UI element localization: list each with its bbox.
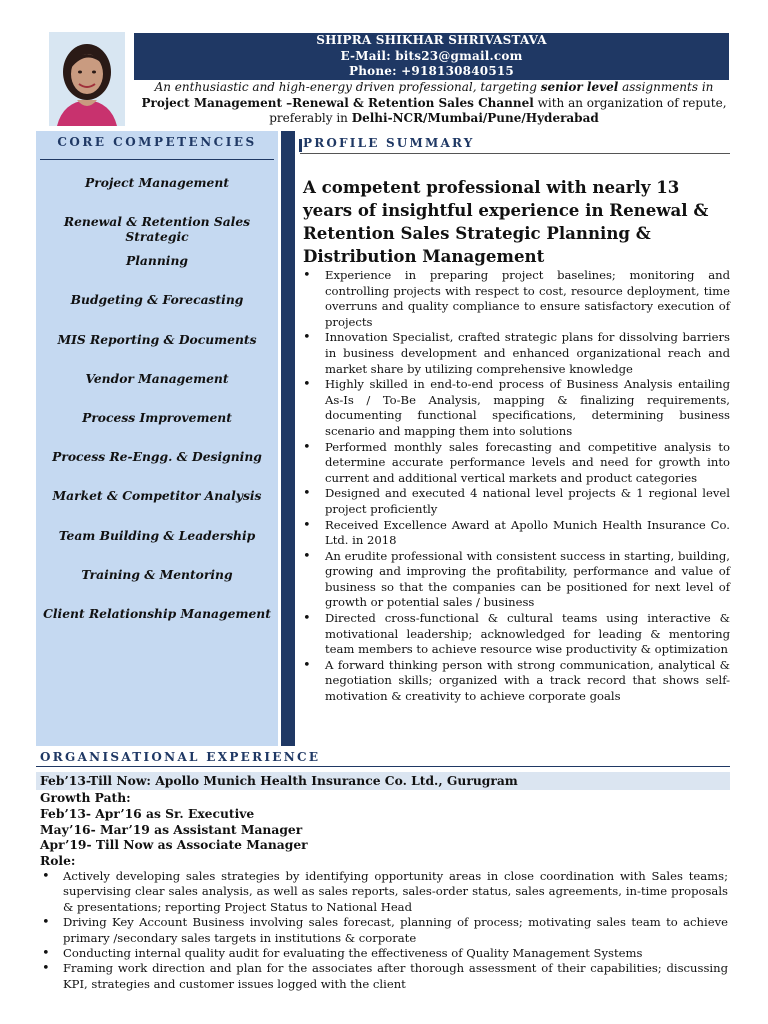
intro-part-6: Delhi-NCR/Mumbai/Pune/Hyderabad: [351, 111, 599, 125]
organisational-experience-title: ORGANISATIONAL EXPERIENCE: [40, 750, 321, 764]
profile-summary-title: PROFILE SUMMARY: [303, 136, 475, 150]
profile-bullet: • Performed monthly sales forecasting and competitive analysis to determine accurate performance levels and need for growth into current and additional vertical markets and product categories: [300, 440, 730, 487]
competency-item: Process Improvement: [82, 410, 232, 425]
role-label: Role:: [40, 853, 76, 869]
competency-item: Project Management: [84, 175, 229, 190]
section-marker: [299, 139, 302, 152]
profile-photo: [49, 32, 125, 126]
email-text: E-Mail: bits23@gmail.com: [340, 48, 523, 63]
competency-item: Market & Competitor Analysis: [52, 488, 262, 503]
role-bullet: • Driving Key Account Business involving sales forecast, planning of process; motivating sales team to achieve primary /secondary sales targets in institutions & corporate: [36, 915, 728, 946]
intro-part-2: senior level: [540, 80, 619, 94]
avatar-icon: [49, 32, 125, 126]
divider: [36, 766, 730, 767]
intro-part-4: Project Management –Renewal & Retention Sales Channel: [141, 95, 534, 110]
objective-statement: [134, 80, 734, 127]
divider: [300, 153, 730, 154]
competency-item: Team Building & Leadership: [58, 528, 256, 543]
profile-headline: A competent professional with nearly 13 years of insightful experience in Renewal & Retention Sales Strategic Planning & Distribution Management: [303, 177, 709, 266]
profile-bullet: • A forward thinking person with strong communication, analytical & negotiation skills; organized with a track record that shows self-motivation & creativity to achieve corporate goals: [300, 658, 730, 705]
phone-text: Phone: +918130840515: [349, 64, 514, 78]
competency-item: Renewal & Retention Sales Strategic: [63, 214, 251, 244]
role-bullet: • Actively developing sales strategies by identifying opportunity areas in close coordination with Sales teams; supervising clear sales analysis, as well as sales reports, sales-order status, sales agreements, in-time proposals & presentations; reporting Project Status to National Head: [36, 869, 728, 915]
contact-header: [134, 33, 729, 80]
vertical-divider-bar: [281, 131, 295, 746]
competency-item: Client Relationship Management: [43, 606, 271, 621]
competency-item: Vendor Management: [85, 371, 229, 386]
role-bullet: • Conducting internal quality audit for evaluating the effectiveness of Quality Management Systems: [36, 946, 728, 961]
competency-item: Process Re-Engg. & Designing: [52, 449, 262, 464]
profile-bullet: • Designed and executed 4 national level projects & 1 regional level project proficiently: [300, 486, 730, 517]
core-competencies-panel: [36, 131, 278, 746]
growth-step: Apr’19- Till Now as Associate Manager: [40, 837, 308, 853]
profile-bullet: • Innovation Specialist, crafted strategic plans for dissolving barriers in business development and enhanced organizational reach and market share by utilizing comprehensive knowledge: [300, 330, 730, 377]
profile-bullet: • Experience in preparing project baselines; monitoring and controlling projects with respect to cost, resource deployment, time overruns and quality compliance to ensure satisfactory execution of projects: [300, 268, 730, 330]
competency-item: Planning: [126, 253, 188, 268]
profile-bullet: • Highly skilled in end-to-end process of Business Analysis entailing As-Is / To-Be Analysis, mapping & finalizing requirements, documenting functional specifications, determining business scenario and mapping them into solutions: [300, 377, 730, 439]
core-competencies-title: CORE COMPETENCIES: [57, 135, 257, 149]
role-bullet: • Framing work direction and plan for the associates after thorough assessment of their capabilities; discussing KPI, strategies and customer issues logged with the client: [36, 961, 728, 992]
growth-path: [40, 790, 308, 869]
intro-part-5: with an organization of repute, preferably in: [269, 95, 727, 125]
role-bullet-list: [36, 869, 728, 992]
company-line: Feb’13-Till Now: Apollo Munich Health Insurance Co. Ltd., Gurugram: [40, 773, 518, 788]
growth-path-label: Growth Path:: [40, 790, 131, 805]
competency-item: Budgeting & Forecasting: [70, 292, 244, 307]
intro-part-3: assignments in: [618, 80, 714, 94]
profile-bullet: • Directed cross-functional & cultural teams using interactive & motivational leadership; acknowledged for leading & mentoring team members to achieve resource wise productivity & optimization: [300, 611, 730, 658]
profile-bullet: • An erudite professional with consistent success in starting, building, growing and improving the profitability, performance and value of business so that the companies can be positioned for next level of growth or potential sales / business: [300, 549, 730, 611]
divider: [40, 159, 274, 160]
profile-bullet: • Received Excellence Award at Apollo Munich Health Insurance Co. Ltd. in 2018: [300, 518, 730, 549]
growth-step: Feb’13- Apr’16 as Sr. Executive: [40, 805, 255, 821]
intro-part-1: An enthusiastic and high-energy driven professional, targeting: [154, 80, 541, 94]
competency-item: Training & Mentoring: [81, 567, 233, 582]
growth-step: May’16- Mar’19 as Assistant Manager: [40, 821, 303, 837]
competency-item: MIS Reporting & Documents: [57, 332, 257, 347]
profile-bullet-list: [300, 268, 730, 705]
candidate-name: SHIPRA SHIKHAR SHRIVASTAVA: [316, 33, 547, 47]
